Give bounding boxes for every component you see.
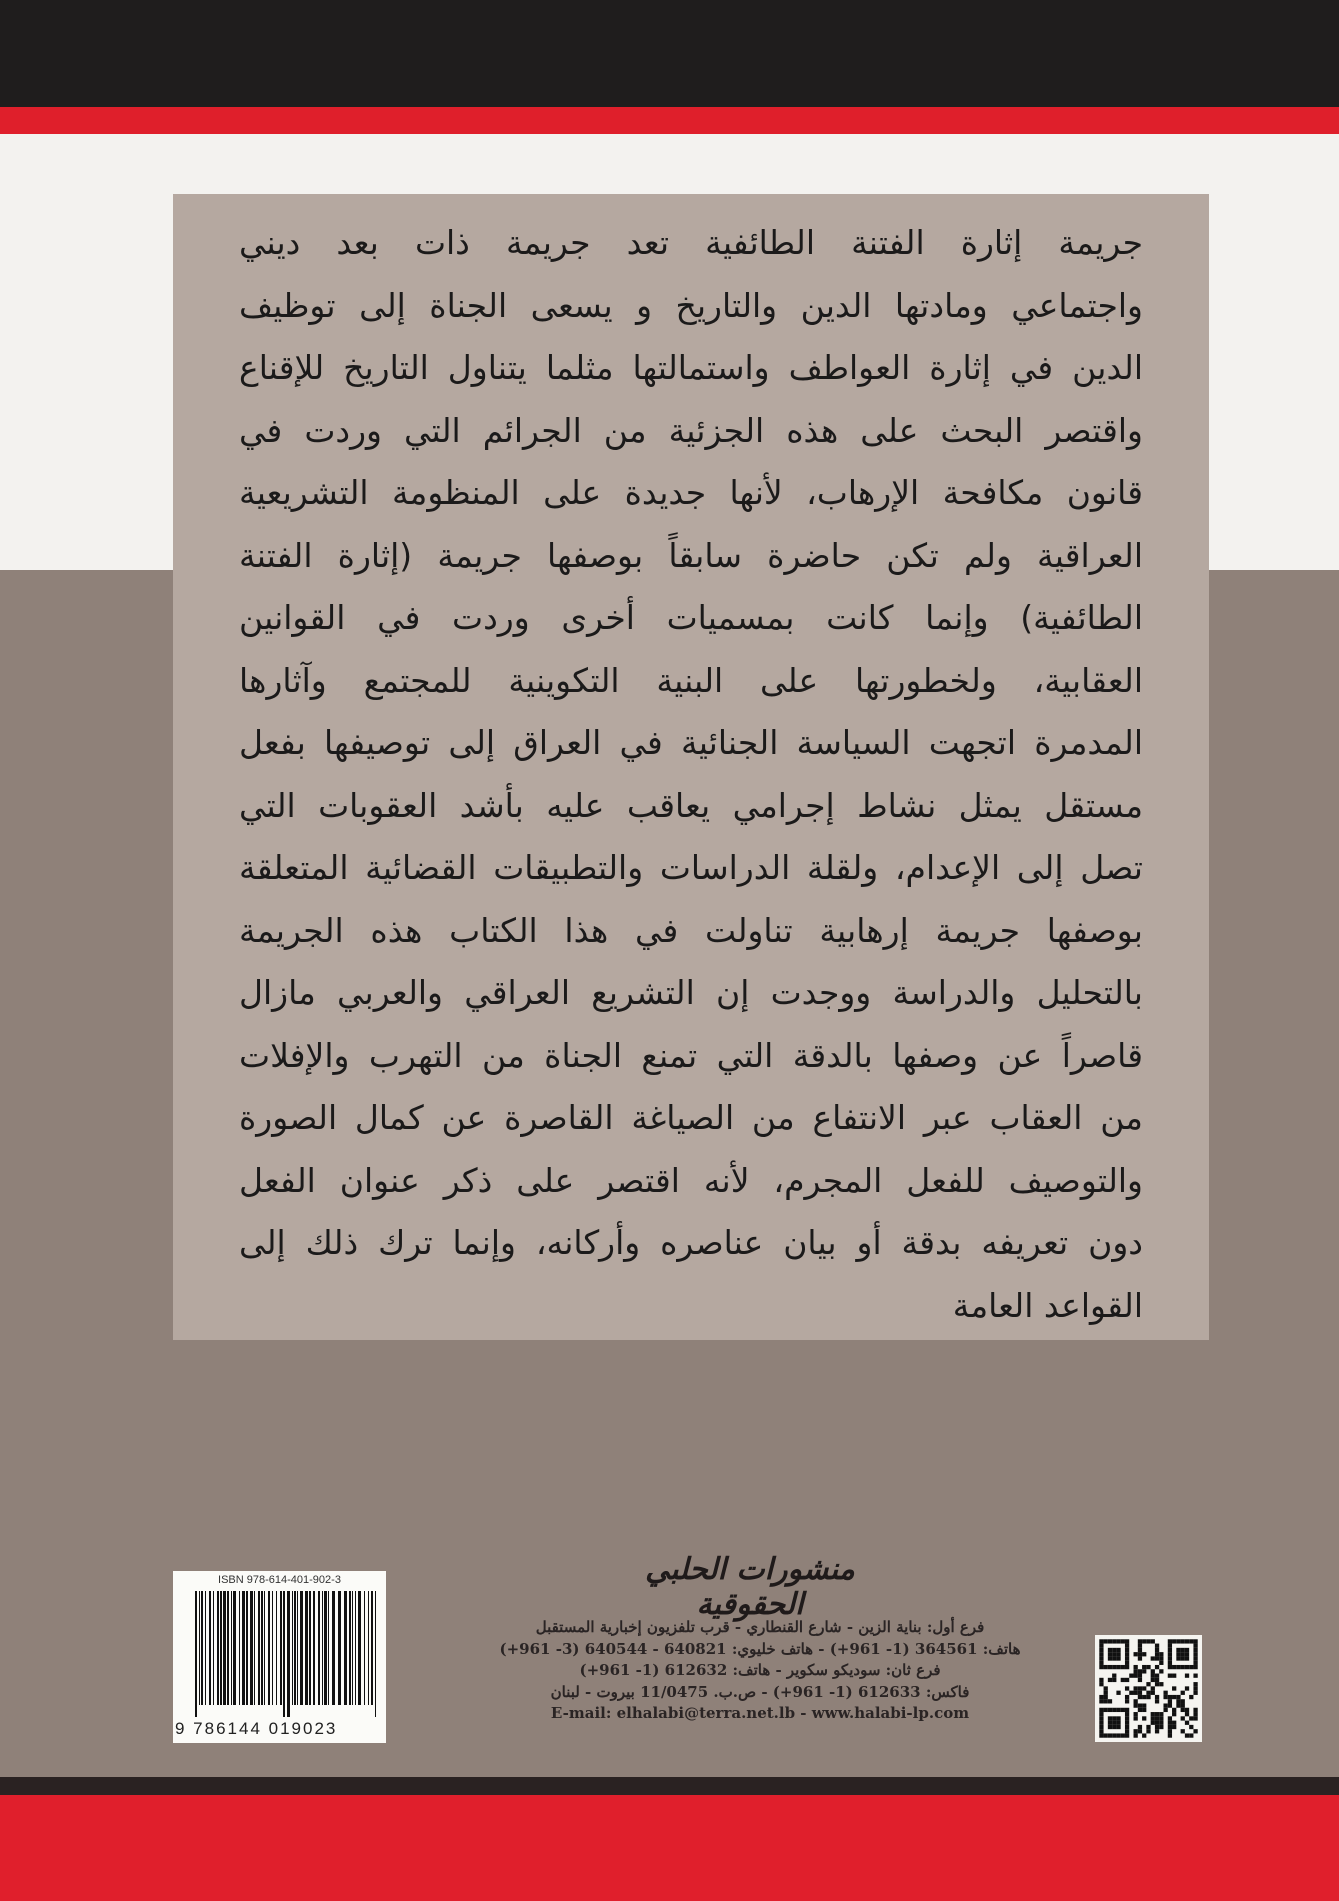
barcode-bar [313, 1591, 315, 1705]
barcode-bar [352, 1591, 353, 1705]
barcode-bar [246, 1591, 248, 1705]
barcode-bar [368, 1591, 369, 1705]
blurb-line: والتوصيف للفعل المجرم، لأنه اقتصر على ذكر عنوان الفعل [239, 1160, 1143, 1200]
barcode-bar [209, 1591, 211, 1705]
isbn-label: ISBN 978-614-401-902-3 [218, 1574, 341, 1586]
barcode-bar [300, 1591, 303, 1705]
blurb-line: العقابية، ولخطورتها على البنية التكوينية للمجتمع وآثارها [239, 660, 1143, 700]
address-line: فاكس: 612633 (1- 961+) - ص.ب. 11/0475 بيروت - لبنان [550, 1682, 970, 1701]
barcode-bar [280, 1591, 282, 1705]
barcode-bar [292, 1591, 293, 1705]
blurb-line: العراقية ولم تكن حاضرة سابقاً بوصفها جريمة (إثارة الفتنة [239, 535, 1143, 575]
address-line: فرع أول: بناية الزين - شارع القنطاري - قرب تلفزيون إخبارية المستقبل [535, 1618, 985, 1636]
top-black-band [0, 0, 1339, 107]
barcode-bar [297, 1591, 298, 1705]
barcode-bar [254, 1591, 255, 1705]
barcode-bar [328, 1591, 329, 1705]
barcode-bar [239, 1591, 240, 1705]
barcode-bar [283, 1591, 285, 1717]
barcode-digits: 9 786144 019023 [175, 1719, 338, 1738]
barcode-bar [338, 1591, 341, 1705]
publisher-logo: منشورات الحلبي الحقوقية [645, 1552, 855, 1622]
bottom-red-band [0, 1795, 1339, 1901]
barcode-bar [233, 1591, 236, 1705]
barcode-bar [223, 1591, 226, 1705]
blurb-line: دون تعريفه بدقة أو بيان عناصره وأركانه، وإنما ترك ذلك إلى [239, 1223, 1143, 1262]
blurb-line: واقتصر البحث على هذه الجزئية من الجرائم التي وردت في [239, 410, 1143, 450]
address-line: هاتف: 364561 (1- 961+) - هاتف خليوي: 640821 - 640544 (3- 961+) [499, 1639, 1021, 1658]
barcode-bar [276, 1591, 277, 1705]
contact-line: E-mail: elhalabi@terra.net.lb - www.halabi-lp.com [550, 1704, 970, 1722]
barcode-bar [261, 1591, 263, 1705]
barcode-bar [250, 1591, 253, 1705]
barcode-bar [375, 1591, 376, 1717]
blurb-line: مستقل يمثل نشاط إجرامي يعاقب عليه بأشد العقوبات التي [239, 785, 1143, 825]
top-red-band [0, 107, 1339, 134]
blurb-line: بالتحليل والدراسة ووجدت إن التشريع العراقي والعربي مازال [239, 973, 1143, 1012]
isbn-barcode [173, 1571, 386, 1743]
barcode-bar [213, 1591, 214, 1705]
address-line: فرع ثان: سوديكو سكوير - هاتف: 612632 (1- 961+) [579, 1661, 941, 1679]
blurb-line: من العقاب عبر الانتفاع من الصياغة القاصرة عن كمال الصورة [239, 1098, 1143, 1137]
blurb-line: الطائفية) وإنما كانت بمسميات أخرى وردت في القوانين [239, 598, 1143, 637]
barcode-bar [231, 1591, 232, 1705]
blurb-line: المدمرة اتجهت السياسة الجنائية في العراق إلى توصيفها بفعل [239, 723, 1143, 762]
barcode-bar [195, 1591, 197, 1717]
barcode-bars [193, 1591, 383, 1717]
barcode-bar [322, 1591, 323, 1705]
blurb-line: بوصفها جريمة إرهابية تناولت في هذا الكتاب هذه الجريمة [239, 910, 1143, 950]
barcode-bar [344, 1591, 347, 1705]
barcode-bar [217, 1591, 219, 1705]
barcode-bar [220, 1591, 222, 1705]
barcode-bar [258, 1591, 260, 1705]
barcode-bar [227, 1591, 229, 1705]
blurb-line: واجتماعي ومادتها الدين والتاريخ و يسعى الجناة إلى توظيف [239, 285, 1143, 325]
barcode-bar [349, 1591, 351, 1705]
barcode-bar [264, 1591, 265, 1705]
barcode-bar [199, 1591, 200, 1705]
barcode-bar [309, 1591, 311, 1705]
blurb-line: تصل إلى الإعدام، ولقلة الدراسات والتطبيقات القضائية المتعلقة [239, 848, 1143, 887]
barcode-bar [305, 1591, 308, 1705]
blurb-text [239, 212, 1143, 1337]
barcode-bar [324, 1591, 327, 1705]
barcode-bar [358, 1591, 361, 1705]
qr-code-pattern [1095, 1635, 1202, 1742]
blurb-line: جريمة إثارة الفتنة الطائفية تعد جريمة ذات بعد ديني [239, 223, 1143, 262]
blurb-line: قانون مكافحة الإرهاب، لأنها جديدة على المنظومة التشريعية [239, 473, 1143, 512]
barcode-bar [205, 1591, 206, 1705]
barcode-bar [355, 1591, 356, 1705]
barcode-bar [201, 1591, 203, 1705]
blurb-line: القواعد العامة [952, 1285, 1143, 1325]
qr-code [1095, 1635, 1202, 1742]
barcode-bar [332, 1591, 335, 1705]
blurb-line: قاصراً عن وصفها بالدقة التي تمنع الجناة من التهرب والإفلات [239, 1035, 1143, 1075]
barcode-bar [287, 1591, 290, 1717]
barcode-bar [364, 1591, 365, 1705]
barcode-bar [318, 1591, 320, 1705]
barcode-bar [268, 1591, 270, 1705]
barcode-bar [242, 1591, 245, 1705]
publisher-address [450, 1617, 1070, 1725]
barcode-bar [272, 1591, 273, 1705]
bottom-dark-band [0, 1777, 1339, 1795]
blurb-box [173, 194, 1209, 1340]
blurb-line: الدين في إثارة العواطف واستمالتها مثلما يتناول التاريخ للإقناع [239, 348, 1143, 387]
barcode-bar [294, 1591, 296, 1705]
barcode-bar [371, 1591, 373, 1705]
